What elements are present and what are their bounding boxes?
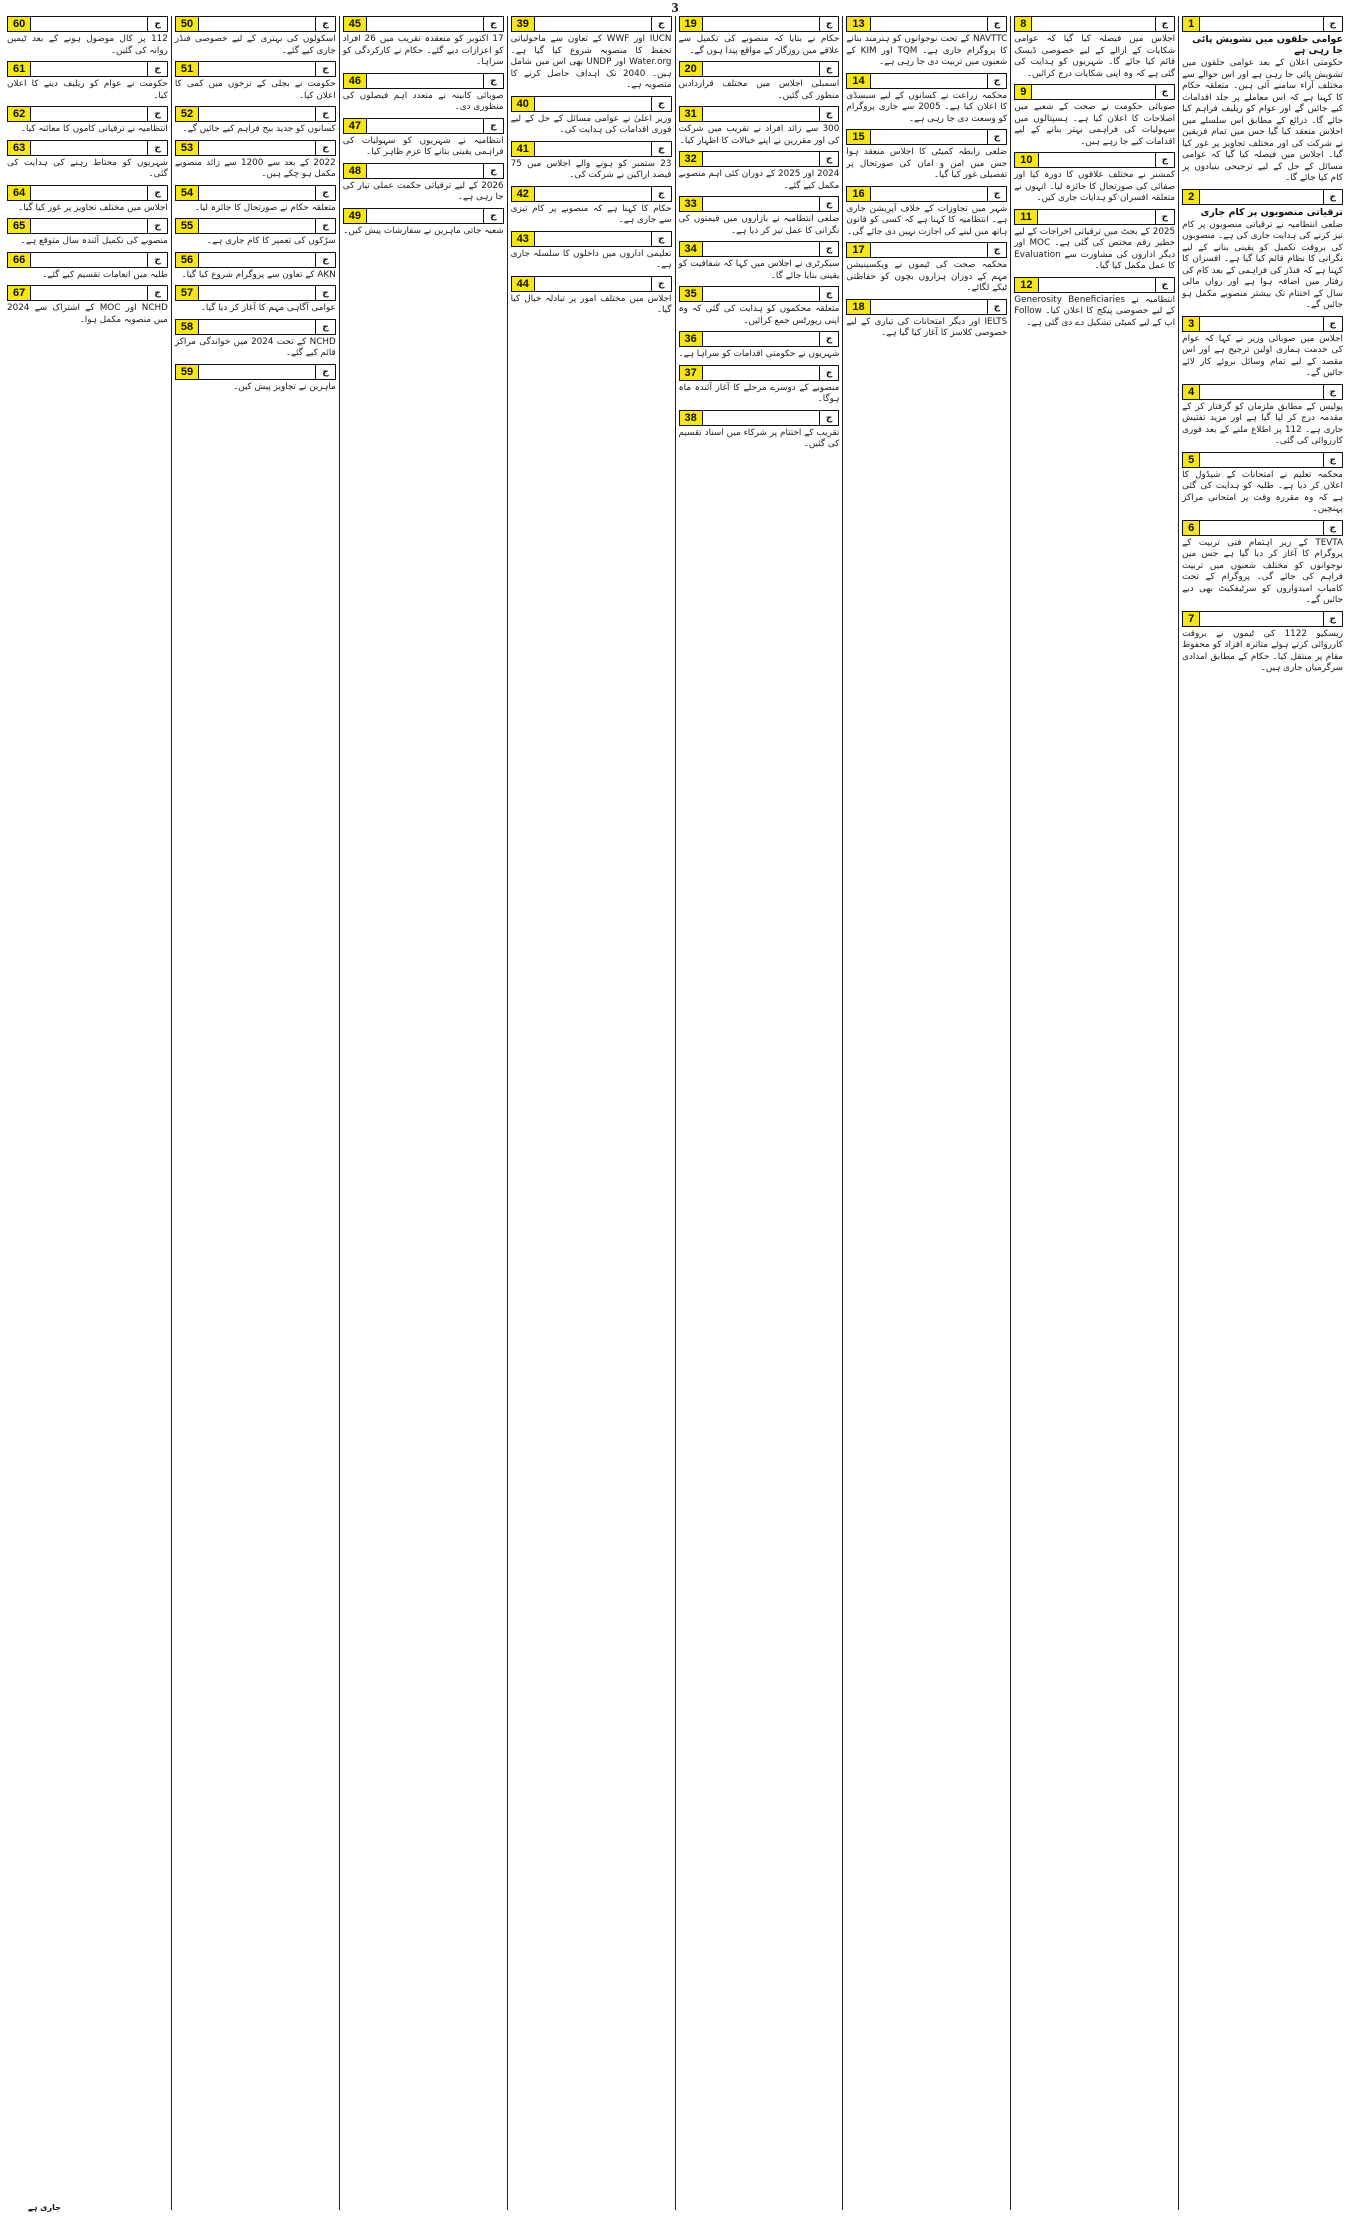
answer-text: 2026 کے لیے ترقیاتی حکمت عملی تیار کی جا رہی ہے۔	[342, 180, 504, 202]
question-number: 43	[512, 232, 535, 246]
answer-text: پولیس کے مطابق ملزمان کو گرفتار کر کے مقدمہ درج کر لیا گیا ہے اور مزید تفتیش جاری ہے۔ 112 پر اطلاع ملنے کے بعد فوری کارروائی کی گئی۔	[1182, 401, 1343, 446]
question-header	[511, 231, 672, 247]
answer-marker: ج	[819, 287, 839, 301]
answer-marker: ج	[1323, 521, 1343, 535]
question-block	[1182, 189, 1343, 312]
answer-marker: ج	[651, 187, 671, 201]
question-number: 9	[1015, 85, 1032, 99]
answer-text: 23 ستمبر کو ہونے والے اجلاس میں 75 فیصد اراکین نے شرکت کی۔	[510, 158, 672, 180]
question-number: 4	[1183, 385, 1200, 399]
question-header	[1014, 152, 1175, 168]
question-block	[1014, 152, 1175, 205]
answer-text: کمشنر نے مختلف علاقوں کا دورہ کیا اور صفائی کی صورتحال کا جائزہ لیا۔ انہوں نے متعلقہ افسران کو ہدایات جاری کیں۔	[1014, 170, 1176, 203]
question-header	[1182, 452, 1343, 468]
answer-text: NCHD کے تحت 2024 میں خواندگی مراکز قائم کیے گئے۔	[174, 336, 336, 358]
answer-marker: ج	[1323, 453, 1343, 467]
question-block	[679, 286, 840, 327]
answer-text: 2022 کے بعد سے 1200 سے زائد منصوبے مکمل ہو چکے ہیں۔	[174, 157, 336, 179]
answer-marker: ج	[819, 152, 839, 166]
question-block	[175, 319, 336, 360]
question-header	[679, 286, 840, 302]
question-block	[1014, 209, 1175, 273]
answer-text: وزیر اعلیٰ نے عوامی مسائل کے حل کے لیے فوری اقدامات کی ہدایت کی۔	[510, 113, 672, 135]
answer-marker: ج	[483, 164, 503, 178]
question-header	[175, 61, 336, 77]
answer-marker: ج	[651, 142, 671, 156]
question-block	[679, 241, 840, 282]
question-block	[1182, 316, 1343, 380]
answer-text: اجلاس میں مختلف تجاویز پر غور کیا گیا۔	[18, 202, 168, 213]
question-header	[343, 163, 504, 179]
question-number: 56	[176, 253, 199, 267]
question-block	[679, 106, 840, 147]
question-block	[175, 140, 336, 181]
question-number: 35	[680, 287, 703, 301]
question-block	[511, 276, 672, 317]
answer-text: سیکرٹری نے اجلاس میں کہا کہ شفافیت کو یقینی بنایا جائے گا۔	[678, 259, 840, 281]
question-block	[846, 16, 1007, 69]
question-block	[846, 186, 1007, 239]
question-header	[1182, 189, 1343, 205]
answer-marker: ج	[315, 107, 335, 121]
question-header	[1182, 384, 1343, 400]
question-number: 52	[176, 107, 199, 121]
answer-text: صوبائی کابینہ نے متعدد اہم فیصلوں کی منظوری دی۔	[342, 90, 504, 112]
question-header	[511, 141, 672, 157]
question-block	[175, 252, 336, 282]
question-number: 65	[8, 219, 31, 233]
answer-marker: ج	[819, 366, 839, 380]
answer-marker: ج	[147, 286, 167, 300]
question-number: 53	[176, 141, 199, 155]
answer-marker: ج	[147, 17, 167, 31]
question-header	[679, 61, 840, 77]
answer-text: متعلقہ محکموں کو ہدایت کی گئی کہ وہ اپنی رپورٹس جمع کرائیں۔	[678, 304, 840, 326]
question-number: 41	[512, 142, 535, 156]
question-header	[679, 410, 840, 426]
answer-marker: ج	[483, 74, 503, 88]
answer-marker: ج	[483, 209, 503, 223]
question-block	[1014, 277, 1175, 330]
question-block	[679, 196, 840, 237]
question-block	[175, 61, 336, 102]
question-header	[343, 16, 504, 32]
question-header	[846, 73, 1007, 89]
answer-marker: ج	[651, 17, 671, 31]
answer-marker: ج	[819, 242, 839, 256]
question-number: 67	[8, 286, 31, 300]
answer-marker: ج	[1155, 278, 1175, 292]
answer-marker: ج	[987, 74, 1007, 88]
answer-marker: ج	[819, 62, 839, 76]
question-number: 12	[1015, 278, 1038, 292]
answer-text: اجلاس میں صوبائی وزیر نے کہا کہ عوام کی خدمت ہماری اولین ترجیح ہے اور اس مقصد کے لیے تمام وسائل بروئے کار لائے جائیں گے۔	[1182, 333, 1343, 378]
answer-marker: ج	[147, 253, 167, 267]
question-header	[511, 96, 672, 112]
question-number: 38	[680, 411, 703, 425]
answer-text: حکومتی اعلان کے بعد عوامی حلقوں میں تشویش پائی جا رہی ہے اور اس حوالے سے مختلف آراء سامنے آئی ہیں۔ متعلقہ حکام کا کہنا ہے کہ اس معاملے پر جلد اقدامات کیے جائیں گے اور عوام کو ریلیف فراہم کیا جائے گا۔ ذرائع کے مطابق اس سلسلے میں اجلاس منعقد کیا گیا جس میں تمام فریقین نے شرکت کی اور مختلف تجاویز پر غور کیا گیا۔ اجلاس میں فیصلہ کیا گیا کہ عوامی مسائل کے حل کے لیے ترجیحی بنیادوں پر کام کیا جائے گا۔	[1182, 58, 1343, 183]
answer-text: ضلعی انتظامیہ نے بازاروں میں قیمتوں کی نگرانی کا عمل تیز کر دیا ہے۔	[678, 214, 840, 236]
answer-text: IELTS اور دیگر امتحانات کی تیاری کے لیے خصوصی کلاسز کا آغاز کیا گیا ہے۔	[846, 316, 1008, 338]
question-number: 61	[8, 62, 31, 76]
question-header	[679, 365, 840, 381]
answer-marker: ج	[987, 17, 1007, 31]
answer-text: NCHD اور MOC کے اشتراک سے 2024 میں منصوبہ مکمل ہوا۔	[7, 303, 168, 325]
answer-text: 112 پر کال موصول ہونے کے بعد ٹیمیں روانہ کی گئیں۔	[7, 34, 168, 56]
question-header	[343, 73, 504, 89]
question-number: 6	[1183, 521, 1200, 535]
column	[1010, 16, 1178, 2210]
question-header	[1014, 84, 1175, 100]
question-number: 49	[344, 209, 367, 223]
question-number: 57	[176, 286, 199, 300]
question-block	[175, 16, 336, 57]
answer-marker: ج	[819, 17, 839, 31]
answer-text: شہریوں کو محتاط رہنے کی ہدایت کی گئی۔	[7, 157, 168, 179]
question-header	[175, 185, 336, 201]
answer-text: تعلیمی اداروں میں داخلوں کا سلسلہ جاری ہے۔	[510, 248, 672, 270]
question-block	[511, 96, 672, 137]
answer-marker: ج	[651, 97, 671, 111]
answer-marker: ج	[987, 300, 1007, 314]
question-block	[679, 331, 840, 361]
answer-marker: ج	[651, 232, 671, 246]
question-block	[1182, 452, 1343, 516]
question-block	[511, 231, 672, 272]
question-number: 34	[680, 242, 703, 256]
question-header	[1014, 209, 1175, 225]
answer-text: 2024 اور 2025 کے دوران کئی اہم منصوبے مکمل کیے گئے۔	[678, 169, 840, 191]
question-header	[175, 319, 336, 335]
question-block	[846, 242, 1007, 295]
question-block	[7, 106, 168, 136]
answer-marker: ج	[1155, 85, 1175, 99]
question-number: 5	[1183, 453, 1200, 467]
question-block	[7, 185, 168, 215]
answer-marker: ج	[147, 62, 167, 76]
question-number: 42	[512, 187, 535, 201]
question-header	[343, 118, 504, 134]
question-header	[343, 208, 504, 224]
question-header	[175, 16, 336, 32]
answer-text: منصوبے کے دوسرے مرحلے کا آغاز آئندہ ماہ ہوگا۔	[678, 382, 840, 404]
column	[842, 16, 1010, 2210]
question-header	[7, 140, 168, 156]
answer-text: IUCN اور WWF کے تعاون سے ماحولیاتی تحفظ کا منصوبہ شروع کیا گیا ہے۔ Water.org اور UNDP بھی اس میں شامل ہیں۔ 2040 تک اہداف حاصل کرنے کا منصوبہ ہے۔	[510, 34, 672, 90]
question-header	[175, 285, 336, 301]
question-number: 15	[847, 130, 870, 144]
question-block	[846, 129, 1007, 182]
answer-marker: ج	[1323, 317, 1343, 331]
question-header	[7, 252, 168, 268]
question-number: 55	[176, 219, 199, 233]
question-number: 45	[344, 17, 367, 31]
question-header	[679, 241, 840, 257]
question-block	[175, 364, 336, 394]
question-header	[511, 186, 672, 202]
question-header	[511, 276, 672, 292]
answer-text: عوامی آگاہی مہم کا آغاز کر دیا گیا۔	[200, 303, 336, 313]
answer-marker: ج	[315, 253, 335, 267]
question-header	[7, 185, 168, 201]
question-block	[679, 16, 840, 57]
answer-marker: ج	[147, 219, 167, 233]
question-header	[175, 252, 336, 268]
question-number: 50	[176, 17, 199, 31]
answer-text: ضلعی انتظامیہ نے ترقیاتی منصوبوں پر کام تیز کرنے کی ہدایت جاری کی ہے۔ منصوبوں کی بروقت تکمیل کو یقینی بنانے کے لیے نگرانی کا نظام قائم کیا گیا ہے۔ افسران کا کہنا ہے کہ فنڈز کی فراہمی کے بعد کام کی رفتار میں اضافہ ہوا ہے اور رواں مالی سال کے اختتام تک بیشتر منصوبے مکمل ہو جائیں گے۔	[1182, 219, 1343, 310]
question-header	[7, 218, 168, 234]
question-block	[175, 218, 336, 248]
question-block	[511, 186, 672, 227]
answer-text: انتظامیہ نے ترقیاتی کاموں کا معائنہ کیا۔	[20, 124, 168, 134]
question-block	[7, 140, 168, 181]
question-header	[846, 242, 1007, 258]
column	[171, 16, 339, 2210]
question-block	[846, 73, 1007, 126]
answer-text: محکمہ صحت کی ٹیموں نے ویکسینیشن مہم کے دوران ہزاروں بچوں کو حفاظتی ٹیکے لگائے۔	[846, 260, 1008, 293]
question-number: 10	[1015, 153, 1038, 167]
question-block	[175, 285, 336, 315]
question-block	[846, 299, 1007, 340]
answer-text: سڑکوں کی تعمیر کا کام جاری ہے۔	[206, 236, 336, 246]
question-number: 2	[1183, 190, 1200, 204]
column	[339, 16, 507, 2210]
question-number: 60	[8, 17, 31, 31]
answer-text: ضلعی رابطہ کمیٹی کا اجلاس منعقد ہوا جس میں امن و امان کی صورتحال پر تفصیلی غور کیا گیا۔	[846, 147, 1008, 180]
column	[4, 16, 171, 2210]
answer-marker: ج	[1323, 385, 1343, 399]
question-header	[175, 218, 336, 234]
answer-marker: ج	[819, 107, 839, 121]
question-header	[1014, 277, 1175, 293]
answer-text: AKN کے تعاون سے پروگرام شروع کیا گیا۔	[181, 269, 336, 280]
answer-text: 300 سے زائد افراد نے تقریب میں شرکت کی اور مقررین نے اپنے خیالات کا اظہار کیا۔	[678, 124, 840, 146]
newspaper-columns	[4, 16, 1346, 2210]
answer-text: 2025 کے بجٹ میں ترقیاتی اخراجات کے لیے خطیر رقم مختص کی گئی ہے۔ MOC اور دیگر اداروں کی مشاورت سے Evaluation کا عمل مکمل کیا گیا۔	[1014, 226, 1176, 271]
answer-marker: ج	[651, 277, 671, 291]
question-number: 36	[680, 332, 703, 346]
answer-text: TEVTA کے زیر اہتمام فنی تربیت کے پروگرام کا آغاز کر دیا گیا ہے جس میں نوجوانوں کو مختلف شعبوں میں تربیت فراہم کی جائے گی۔ پروگرام کے تحت کامیاب امیدواروں کو سرٹیفکیٹ بھی دیے جائیں گے۔	[1182, 537, 1343, 605]
page-number: 3	[671, 1, 679, 16]
question-block	[679, 61, 840, 102]
answer-marker: ج	[987, 243, 1007, 257]
question-header	[846, 129, 1007, 145]
question-number: 32	[680, 152, 703, 166]
answer-text: ریسکیو 1122 کی ٹیموں نے بروقت کارروائی کرتے ہوئے متاثرہ افراد کو محفوظ مقام پر منتقل کیا۔ حکام کے مطابق امدادی سرگرمیاں جاری ہیں۔	[1182, 628, 1343, 673]
answer-marker: ج	[315, 286, 335, 300]
question-number: 39	[512, 17, 535, 31]
question-block	[343, 73, 504, 114]
question-header	[846, 16, 1007, 32]
question-number: 14	[847, 74, 870, 88]
answer-text: تقریب کے اختتام پر شرکاء میں اسناد تقسیم کی گئیں۔	[678, 427, 840, 449]
question-number: 33	[680, 197, 703, 211]
answer-marker: ج	[987, 130, 1007, 144]
question-header	[175, 140, 336, 156]
question-block	[175, 185, 336, 215]
question-header	[7, 285, 168, 301]
question-number: 63	[8, 141, 31, 155]
answer-marker: ج	[483, 119, 503, 133]
answer-text: شعبہ جاتی ماہرین نے سفارشات پیش کیں۔	[343, 225, 504, 236]
answer-marker: ج	[147, 141, 167, 155]
question-block	[1014, 84, 1175, 148]
answer-text: اجلاس میں مختلف امور پر تبادلہ خیال کیا گیا۔	[510, 293, 672, 315]
question-title: عوامی حلقوں میں تشویش پائی جا رہی ہے	[1192, 34, 1343, 56]
question-number: 1	[1183, 17, 1200, 31]
answer-text: منصوبے کی تکمیل آئندہ سال متوقع ہے۔	[20, 236, 168, 246]
answer-marker: ج	[819, 197, 839, 211]
question-header	[1182, 520, 1343, 536]
column	[507, 16, 675, 2210]
answer-text: اسکولوں کی بہتری کے لیے خصوصی فنڈز جاری کیے گئے۔	[174, 34, 336, 56]
answer-text: اجلاس میں فیصلہ کیا گیا کہ عوامی شکایات کے ازالے کے لیے خصوصی ڈیسک قائم کیا جائے گا۔ شہریوں کو ہدایت کی گئی ہے کہ وہ اپنی شکایات درج کرائیں۔	[1014, 34, 1176, 79]
question-number: 17	[847, 243, 870, 257]
answer-text: محکمہ تعلیم نے امتحانات کے شیڈول کا اعلان کر دیا ہے۔ طلبہ کو ہدایت کی گئی ہے کہ وہ مقررہ وقت پر امتحانی مراکز پہنچیں۔	[1182, 469, 1343, 514]
question-block	[679, 365, 840, 406]
question-block	[511, 141, 672, 182]
answer-text: شہریوں نے حکومتی اقدامات کو سراہا ہے۔	[678, 349, 840, 359]
answer-marker: ج	[1155, 17, 1175, 31]
question-number: 47	[344, 119, 367, 133]
question-block	[7, 16, 168, 57]
answer-marker: ج	[315, 365, 335, 379]
question-block	[343, 208, 504, 238]
question-block	[679, 410, 840, 451]
question-block	[7, 61, 168, 102]
question-header	[1182, 316, 1343, 332]
question-header	[1182, 16, 1343, 32]
answer-marker: ج	[1155, 210, 1175, 224]
answer-marker: ج	[315, 141, 335, 155]
question-number: 3	[1183, 317, 1200, 331]
question-number: 44	[512, 277, 535, 291]
question-header	[679, 331, 840, 347]
question-number: 59	[176, 365, 199, 379]
question-number: 7	[1183, 612, 1200, 626]
question-block	[175, 106, 336, 136]
question-number: 37	[680, 366, 703, 380]
question-block	[7, 285, 168, 326]
answer-text: شہر میں تجاوزات کے خلاف آپریشن جاری ہے۔ انتظامیہ کا کہنا ہے کہ کسی کو قانون ہاتھ میں لینے کی اجازت نہیں دی جائے گی۔	[846, 203, 1008, 237]
column	[1178, 16, 1346, 2210]
answer-marker: ج	[1323, 190, 1343, 204]
question-number: 40	[512, 97, 535, 111]
question-number: 20	[680, 62, 703, 76]
question-block	[343, 16, 504, 69]
answer-marker: ج	[315, 186, 335, 200]
question-block	[7, 252, 168, 282]
answer-text: ماہرین نے تجاویز پیش کیں۔	[233, 381, 336, 392]
question-header	[679, 196, 840, 212]
question-number: 11	[1015, 210, 1038, 224]
question-block	[1182, 611, 1343, 675]
question-block	[7, 218, 168, 248]
question-number: 54	[176, 186, 199, 200]
question-number: 46	[344, 74, 367, 88]
answer-text: حکومت نے بجلی کے نرخوں میں کمی کا اعلان کیا۔	[174, 79, 336, 101]
answer-marker: ج	[315, 17, 335, 31]
question-number: 16	[847, 187, 870, 201]
answer-text: انتظامیہ نے شہریوں کو سہولیات کی فراہمی یقینی بنانے کا عزم ظاہر کیا۔	[342, 135, 504, 157]
question-number: 8	[1015, 17, 1032, 31]
question-number: 18	[847, 300, 870, 314]
question-block	[1182, 16, 1343, 185]
question-block	[343, 118, 504, 159]
answer-text: محکمہ زراعت نے کسانوں کے لیے سبسڈی کا اعلان کیا ہے۔ 2005 سے جاری پروگرام کو وسعت دی جا رہی ہے۔	[846, 90, 1008, 124]
question-block	[679, 151, 840, 192]
answer-marker: ج	[315, 62, 335, 76]
answer-marker: ج	[147, 107, 167, 121]
question-number: 66	[8, 253, 31, 267]
question-header	[679, 16, 840, 32]
answer-text: متعلقہ حکام نے صورتحال کا جائزہ لیا۔	[194, 202, 336, 213]
answer-marker: ج	[315, 219, 335, 233]
question-header	[679, 106, 840, 122]
question-header	[846, 186, 1007, 202]
answer-text: 17 اکتوبر کو منعقدہ تقریب میں 26 افراد کو اعزازات دیے گئے۔ حکام نے کارکردگی کو سراہا۔	[342, 34, 504, 67]
answer-marker: ج	[1323, 612, 1343, 626]
question-number: 19	[680, 17, 703, 31]
answer-marker: ج	[315, 320, 335, 334]
question-number: 58	[176, 320, 199, 334]
answer-marker: ج	[1323, 17, 1343, 31]
answer-text: NAVTTC کے تحت نوجوانوں کو ہنرمند بنانے کا پروگرام جاری ہے۔ TQM اور KIM کے شعبوں میں تربیت دی جا رہی ہے۔	[846, 34, 1008, 67]
answer-text: انتظامیہ نے Generosity Beneficiaries کے لیے خصوصی پیکج کا اعلان کیا۔ Follow اپ کے لیے کمیٹی تشکیل دے دی گئی ہے۔	[1014, 294, 1176, 328]
question-header	[1182, 611, 1343, 627]
question-number: 31	[680, 107, 703, 121]
question-header	[7, 106, 168, 122]
answer-marker: ج	[819, 411, 839, 425]
question-header	[679, 151, 840, 167]
question-header	[846, 299, 1007, 315]
answer-marker: ج	[147, 186, 167, 200]
question-number: 62	[8, 107, 31, 121]
column	[675, 16, 843, 2210]
question-number: 13	[847, 17, 870, 31]
answer-text: حکام کا کہنا ہے کہ منصوبے پر کام تیزی سے جاری ہے۔	[510, 203, 672, 225]
question-header	[7, 16, 168, 32]
answer-text: حکومت نے عوام کو ریلیف دینے کا اعلان کیا۔	[7, 79, 168, 101]
question-header	[175, 106, 336, 122]
question-title: ترقیاتی منصوبوں پر کام جاری	[1200, 206, 1343, 218]
question-header	[175, 364, 336, 380]
question-number: 51	[176, 62, 199, 76]
answer-text: صوبائی حکومت نے صحت کے شعبے میں اصلاحات کا اعلان کیا ہے۔ ہسپتالوں میں سہولیات کی فراہمی بہتر بنانے کے لیے اقدامات کیے جا رہے ہیں۔	[1014, 102, 1176, 147]
question-block	[1014, 16, 1175, 80]
answer-text: طلبہ میں انعامات تقسیم کیے گئے۔	[42, 269, 168, 280]
answer-marker: ج	[819, 332, 839, 346]
answer-text: حکام نے بتایا کہ منصوبے کی تکمیل سے علاقے میں روزگار کے مواقع پیدا ہوں گے۔	[678, 34, 840, 56]
answer-marker: ج	[1155, 153, 1175, 167]
question-number: 64	[8, 186, 31, 200]
question-header	[7, 61, 168, 77]
answer-text: کسانوں کو جدید بیج فراہم کیے جائیں گے۔	[182, 124, 336, 134]
continued-label: جاری ہے	[28, 2203, 61, 2212]
answer-marker: ج	[987, 187, 1007, 201]
question-number: 48	[344, 164, 367, 178]
question-block	[511, 16, 672, 92]
question-block	[1182, 384, 1343, 448]
answer-text: اسمبلی اجلاس میں مختلف قراردادیں منظور کی گئیں۔	[678, 79, 840, 101]
question-header	[511, 16, 672, 32]
question-header	[1014, 16, 1175, 32]
answer-marker: ج	[483, 17, 503, 31]
question-block	[1182, 520, 1343, 607]
question-block	[343, 163, 504, 204]
